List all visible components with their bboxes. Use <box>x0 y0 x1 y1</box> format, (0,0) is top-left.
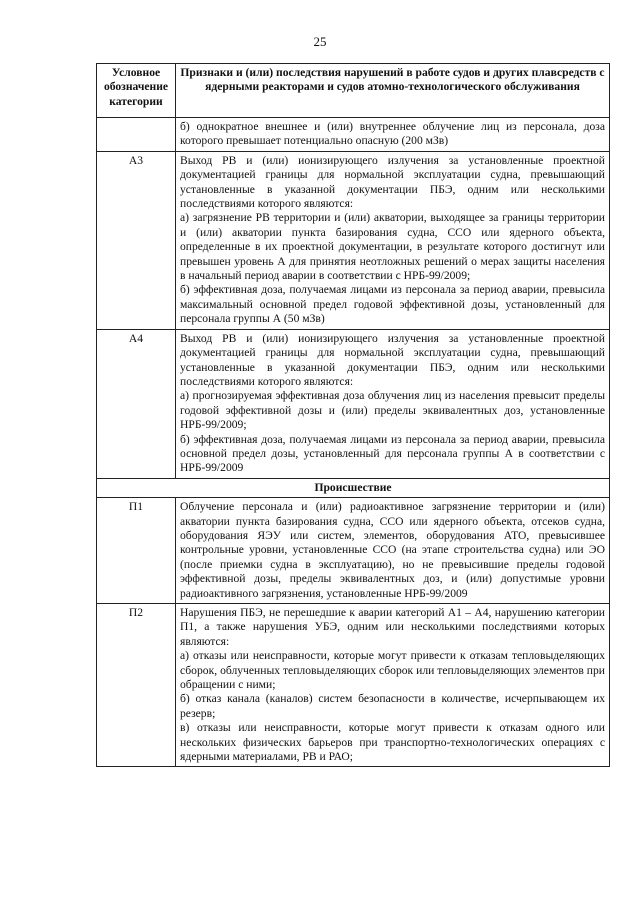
description-paragraph: б) отказ канала (каналов) систем безопасности в количестве, исчерпывающем их резерв; <box>180 692 605 720</box>
category-code: П1 <box>97 498 176 604</box>
header-signs-consequences: Признаки и (или) последствия нарушений в работе судов и других плавсредств с ядерными реакторами и судов атомно-технологического обслуживания <box>176 64 610 118</box>
description-paragraph: а) прогнозируемая эффективная доза облучения лиц из населения превысит пределы годовой эффективной дозы и (или) пределы эквивалентных доз, установленные НРБ-99/2009; <box>180 389 605 432</box>
violations-table <box>96 63 610 767</box>
description-paragraph: в) отказы или неисправности, которые могут привести к отказам одного или нескольких физических барьеров при транспортно-технологических операциях с ядерными материалами, РВ и РАО; <box>180 721 605 764</box>
table-row <box>97 604 610 767</box>
category-code: А4 <box>97 329 176 478</box>
table-row <box>97 498 610 604</box>
description-paragraph: Нарушения ПБЭ, не перешедшие к аварии категорий А1 – А4, нарушению категории П1, а также нарушения УБЭ, одним или несколькими последствиями которых являются: <box>180 606 605 648</box>
category-description <box>176 118 610 152</box>
table-row <box>97 151 610 329</box>
description-paragraph: а) отказы или неисправности, которые могут привести к отказам тепловыделяющих сборок, облученных тепловыделяющих сборок или тепловыделяющих элементов при обращении с ними; <box>180 649 605 692</box>
description-paragraph: б) эффективная доза, получаемая лицами из персонала за период аварии, превысила основной предел дозы, установленный для персонала группы А в соответствии с НРБ-99/2009 <box>180 432 605 475</box>
description-paragraph: Выход РВ и (или) ионизирующего излучения за установленные проектной документацией границы для нормальной эксплуатации судна, превышающий установленные в указанной документации ПБЭ, одним или несколькими последствиями которого являются: <box>180 153 605 211</box>
table-header-row <box>97 64 610 118</box>
page-number: 25 <box>313 34 327 49</box>
category-code <box>97 118 176 152</box>
category-description <box>176 498 610 604</box>
description-paragraph: а) загрязнение РВ территории и (или) акватории, выходящее за границы территории и (или) акватории пункта базирования судна, ССО или ядерного объекта, определенные в их проектной документации, в результате которого достигнут или превышен уровень А для принятия неотложных решений о мерах защиты населения в начальный период аварии в соответствии с НРБ-99/2009; <box>180 211 605 283</box>
section-title: Происшествие <box>97 478 610 497</box>
description-paragraph: б) однократное внешнее и (или) внутреннее облучение лиц из персонала, доза которого превышает потенциально опасную (200 мЗв) <box>180 120 605 148</box>
description-paragraph: Выход РВ и (или) ионизирующего излучения за установленные проектной документацией границы для нормальной эксплуатации судна, превышающий установленные в указанной документации ПБЭ, одним или несколькими последствиями которого являются: <box>180 331 605 388</box>
category-description <box>176 329 610 478</box>
header-category-code: Условное обозначение категории <box>97 64 176 118</box>
table-row <box>97 329 610 478</box>
description-paragraph: Облучение персонала и (или) радиоактивное загрязнение территории и (или) акватории пункта базирования судна, ССО или ядерного объекта, отсеков судна, оборудования ЯЭУ или систем, элементов, оборудования АТО, превысившее контрольные уровни, установленные ССО (на этапе строительства судна) или ЭО (после приемки судна в эксплуатацию), но не превысившие пределы годовой эффективной дозы, пределы эквивалентных доз, и (или) допустимые уровни радиоактивного загрязнения, установленные НРБ-99/2009 <box>180 500 605 600</box>
category-description <box>176 604 610 767</box>
category-description <box>176 151 610 329</box>
table-row <box>97 118 610 152</box>
description-paragraph: б) эффективная доза, получаемая лицами из персонала за период аварии, превысила максимальный основной предел годовой эффективной дозы, установленный для персонала группы А (50 мЗв) <box>180 283 605 326</box>
section-row <box>97 478 610 497</box>
category-code: А3 <box>97 151 176 329</box>
category-code: П2 <box>97 604 176 767</box>
